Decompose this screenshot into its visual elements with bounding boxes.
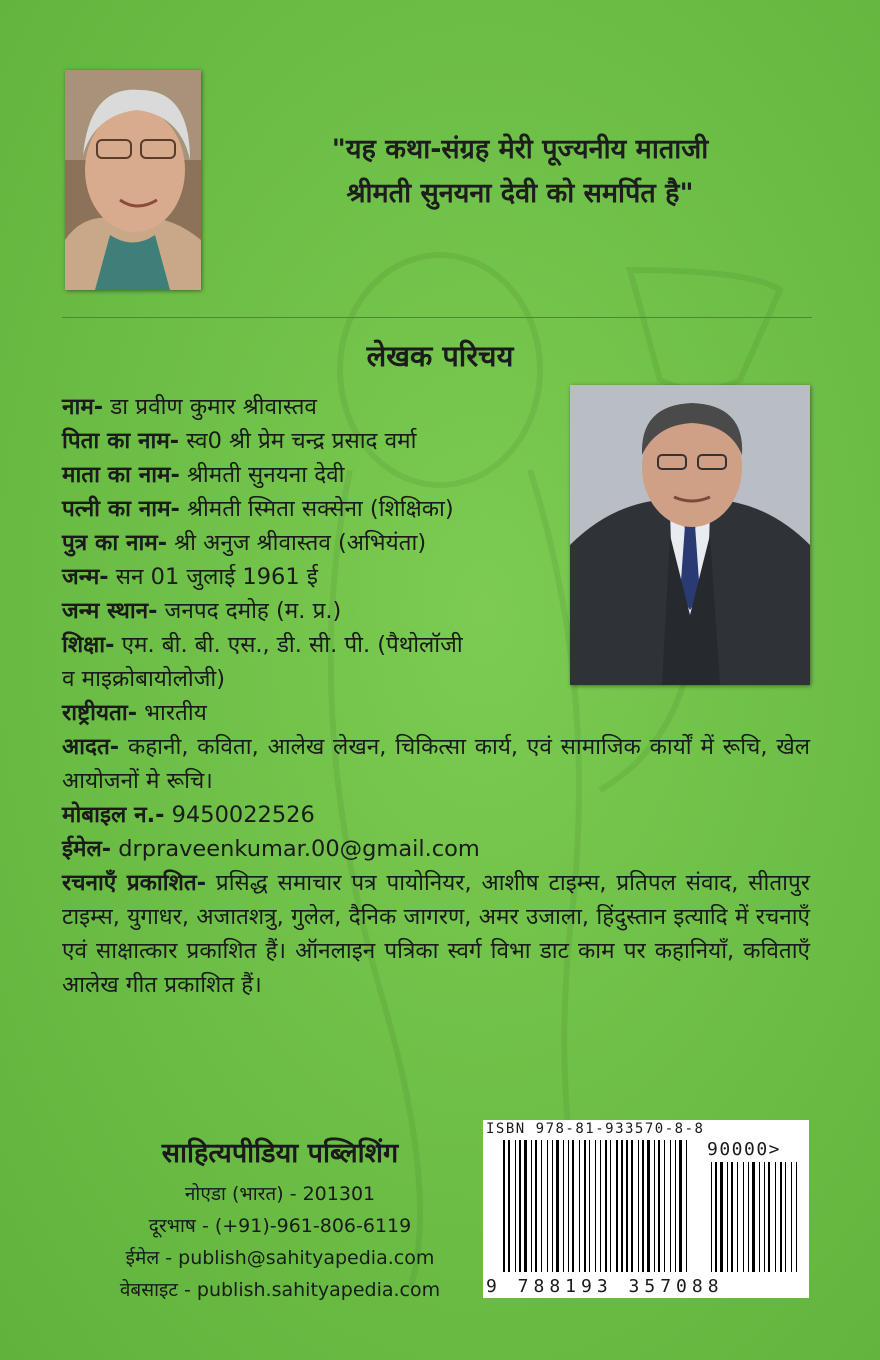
bio-habits-row bbox=[62, 730, 810, 798]
bio-mobile-label: मोबाइल न.- bbox=[62, 802, 165, 828]
publisher-email: ईमेल - publish@sahityapedia.com bbox=[125, 1247, 435, 1269]
bio-works-value: प्रसिद्ध समाचार पत्र पायोनियर, आशीष टाइम्स, प्रतिपल संवाद, सीतापुर टाइम्स, युगाधर, अजातशत्रु, गुलेल, दैनिक जागरण, अमर उजाला, हिंदुस्तान इत्यादि में रचनाएँ एवं साक्षात्कार प्रकाशित हैं। ऑनलाइन पत्रिका स्वर्ग विभा डाट काम पर कहानियाँ, कविताएँ आलेख गीत प्रकाशित हैं। bbox=[62, 870, 810, 998]
dedication-line-1: "यह कथा-संग्रह मेरी पूज्यनीय माताजी bbox=[331, 134, 709, 165]
barcode-price-code: 90000> bbox=[707, 1139, 782, 1160]
author-bio bbox=[62, 390, 810, 1002]
bio-works-row bbox=[62, 866, 810, 1002]
publisher-address: नोएडा (भारत) - 201301 bbox=[184, 1183, 376, 1205]
mother-photo bbox=[65, 70, 201, 290]
section-divider bbox=[62, 317, 812, 318]
bio-education-label: शिक्षा- bbox=[62, 632, 115, 658]
bio-education-value: एम. बी. बी. एस., डी. सी. पी. (पैथोलॉजी bbox=[114, 632, 463, 658]
bio-birthplace-row bbox=[62, 594, 810, 628]
isbn-label: ISBN 978-81-933570-8-8 bbox=[486, 1121, 705, 1137]
dedication-quote bbox=[225, 128, 815, 216]
bio-birth-row bbox=[62, 560, 810, 594]
bio-birthplace-label: जन्म स्थान- bbox=[62, 598, 158, 624]
bio-father-row bbox=[62, 424, 810, 458]
bio-name-label: नाम- bbox=[62, 394, 104, 420]
bio-nationality-label: राष्ट्रीयता- bbox=[62, 700, 138, 726]
bio-nationality-value: भारतीय bbox=[137, 700, 207, 726]
publisher-name: साहित्यपीडिया पब्लिशिंग bbox=[161, 1138, 399, 1169]
bio-name-row bbox=[62, 390, 810, 424]
bio-birth-label: जन्म- bbox=[62, 564, 109, 590]
bio-son-value: श्री अनुज श्रीवास्तव (अभियंता) bbox=[167, 530, 427, 556]
bio-father-value: स्व0 श्री प्रेम चन्द्र प्रसाद वर्मा bbox=[179, 428, 417, 454]
bio-son-row bbox=[62, 526, 810, 560]
bio-mother-value: श्रीमती सुनयना देवी bbox=[179, 462, 345, 488]
dedication-line-2: श्रीमती सुनयना देवी को समर्पित है" bbox=[346, 178, 694, 209]
bio-birth-value: सन 01 जुलाई 1961 ई bbox=[108, 564, 318, 590]
bio-email-row bbox=[62, 832, 810, 866]
bio-email-value: drpraveenkumar.00@gmail.com bbox=[111, 836, 480, 862]
author-intro-heading: लेखक परिचय bbox=[366, 339, 514, 373]
barcode-digits: 9 788193 357088 bbox=[486, 1276, 724, 1297]
bio-son-label: पुत्र का नाम- bbox=[62, 530, 168, 556]
bio-mother-row bbox=[62, 458, 810, 492]
bio-works-label: रचनाएँ प्रकाशित- bbox=[62, 870, 207, 896]
bio-habits-value: कहानी, कविता, आलेख लेखन, चिकित्सा कार्य, एवं सामाजिक कार्यों में रूचि, खेल आयोजनों मे रूचि। bbox=[62, 734, 810, 794]
bio-wife-row bbox=[62, 492, 810, 526]
bio-father-label: पिता का नाम- bbox=[62, 428, 180, 454]
bio-birthplace-value: जनपद दमोह (म. प्र.) bbox=[157, 598, 342, 624]
bio-habits-label: आदत- bbox=[62, 734, 120, 760]
bio-mobile-value: 9450022526 bbox=[164, 802, 315, 828]
bio-email-label: ईमेल- bbox=[62, 836, 112, 862]
publisher-block bbox=[60, 1133, 500, 1306]
publisher-website: वेबसाइट - publish.sahityapedia.com bbox=[119, 1279, 441, 1301]
bio-education-row-2 bbox=[62, 662, 810, 696]
bio-education-row bbox=[62, 628, 810, 662]
bio-name-value: डा प्रवीण कुमार श्रीवास्तव bbox=[103, 394, 317, 420]
bio-mobile-row bbox=[62, 798, 810, 832]
bio-mother-label: माता का नाम- bbox=[62, 462, 180, 488]
bio-wife-value: श्रीमती स्मिता सक्सेना (शिक्षिका) bbox=[179, 496, 454, 522]
bio-wife-label: पत्नी का नाम- bbox=[62, 496, 180, 522]
bio-nationality-row bbox=[62, 696, 810, 730]
isbn-barcode bbox=[483, 1120, 809, 1298]
bio-education-value-2: व माइक्रोबायोलोजी) bbox=[62, 666, 226, 692]
publisher-phone: दूरभाष - (+91)-961-806-6119 bbox=[148, 1215, 412, 1237]
